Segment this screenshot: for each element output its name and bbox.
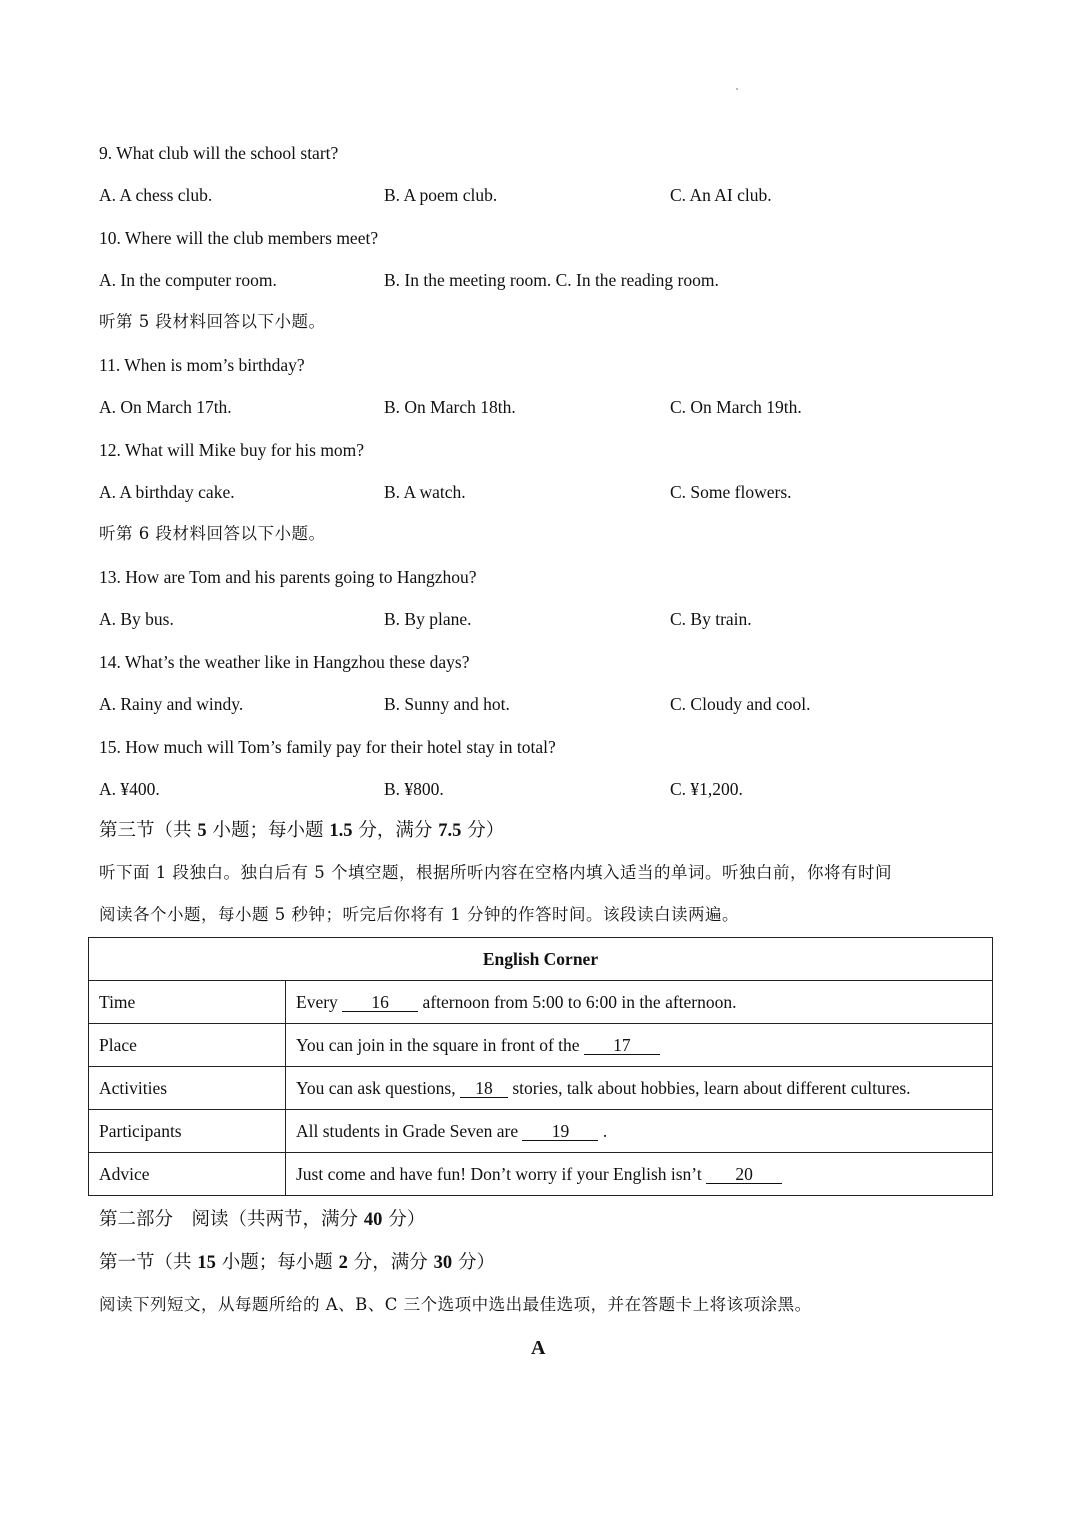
option-a: A. ¥400. — [99, 779, 160, 799]
part-heading: 第二部分 阅读（共两节，满分 40 分） — [99, 1209, 426, 1230]
table-row — [89, 981, 993, 1024]
option-b: B. On March 18th. — [384, 397, 516, 417]
option-c: C. Some flowers. — [670, 482, 792, 502]
section-heading: 第一节（共 15 小题；每小题 2 分，满分 30 分） — [99, 1252, 496, 1273]
table-row — [89, 1110, 993, 1153]
answer-blank[interactable]: 20 — [706, 1165, 782, 1184]
option-b: B. By plane. — [384, 609, 472, 629]
table-row — [89, 1024, 993, 1067]
option-a: A. On March 17th. — [99, 397, 232, 417]
option-c: C. An AI club. — [670, 185, 772, 205]
row-content: Every 16 afternoon from 5:00 to 6:00 in the afternoon. — [286, 981, 993, 1024]
listening-instruction: 听第 6 段材料回答以下小题。 — [99, 524, 326, 543]
answer-blank[interactable]: 16 — [342, 993, 418, 1012]
option-b: B. A poem club. — [384, 185, 498, 205]
answer-blank[interactable]: 18 — [460, 1079, 508, 1098]
scan-dot — [736, 88, 738, 90]
row-label: Place — [89, 1024, 286, 1067]
question-stem: 12. What will Mike buy for his mom? — [99, 440, 365, 460]
row-label: Activities — [89, 1067, 286, 1110]
section-heading: 第三节（共 5 小题；每小题 1.5 分，满分 7.5 分） — [99, 820, 505, 841]
question-stem: 9. What club will the school start? — [99, 143, 339, 163]
option-bc: B. In the meeting room. C. In the reading room. — [384, 270, 719, 290]
option-a: A. In the computer room. — [99, 270, 277, 290]
row-content: Just come and have fun! Don’t worry if your English isn’t 20 — [286, 1153, 993, 1196]
section-description: 阅读各个小题，每小题 5 秒钟；听完后你将有 1 分钟的作答时间。该段读白读两遍。 — [99, 905, 739, 924]
table-header-row — [89, 938, 993, 981]
question-stem: 11. When is mom’s birthday? — [99, 355, 305, 375]
option-b: B. A watch. — [384, 482, 466, 502]
question-stem: 13. How are Tom and his parents going to Hangzhou? — [99, 567, 477, 587]
listening-instruction: 听第 5 段材料回答以下小题。 — [99, 312, 326, 331]
option-c: C. Cloudy and cool. — [670, 694, 811, 714]
question-stem: 14. What’s the weather like in Hangzhou these days? — [99, 652, 470, 672]
table-title: English Corner — [89, 938, 993, 981]
option-c: C. By train. — [670, 609, 752, 629]
answer-blank[interactable]: 19 — [522, 1122, 598, 1141]
question-stem: 10. Where will the club members meet? — [99, 228, 379, 248]
row-content: All students in Grade Seven are 19 . — [286, 1110, 993, 1153]
english-corner-table — [88, 937, 993, 1196]
passage-label: A — [531, 1337, 546, 1359]
option-c: C. On March 19th. — [670, 397, 802, 417]
table-row — [89, 1067, 993, 1110]
option-a: A. A birthday cake. — [99, 482, 235, 502]
section-description: 阅读下列短文，从每题所给的 A、B、C 三个选项中选出最佳选项，并在答题卡上将该项涂黑。 — [99, 1295, 812, 1314]
table-row — [89, 1153, 993, 1196]
row-content: You can join in the square in front of the 17 — [286, 1024, 993, 1067]
option-a: A. Rainy and windy. — [99, 694, 244, 714]
option-b: B. ¥800. — [384, 779, 444, 799]
option-b: B. Sunny and hot. — [384, 694, 510, 714]
row-label: Time — [89, 981, 286, 1024]
option-a: A. By bus. — [99, 609, 174, 629]
option-a: A. A chess club. — [99, 185, 213, 205]
section-description: 听下面 1 段独白。独白后有 5 个填空题，根据所听内容在空格内填入适当的单词。听独白前，你将有时间 — [99, 863, 892, 882]
row-label: Participants — [89, 1110, 286, 1153]
question-stem: 15. How much will Tom’s family pay for their hotel stay in total? — [99, 737, 556, 757]
answer-blank[interactable]: 17 — [584, 1036, 660, 1055]
row-label: Advice — [89, 1153, 286, 1196]
option-c: C. ¥1,200. — [670, 779, 743, 799]
row-content: You can ask questions, 18 stories, talk about hobbies, learn about different cultures. — [286, 1067, 993, 1110]
